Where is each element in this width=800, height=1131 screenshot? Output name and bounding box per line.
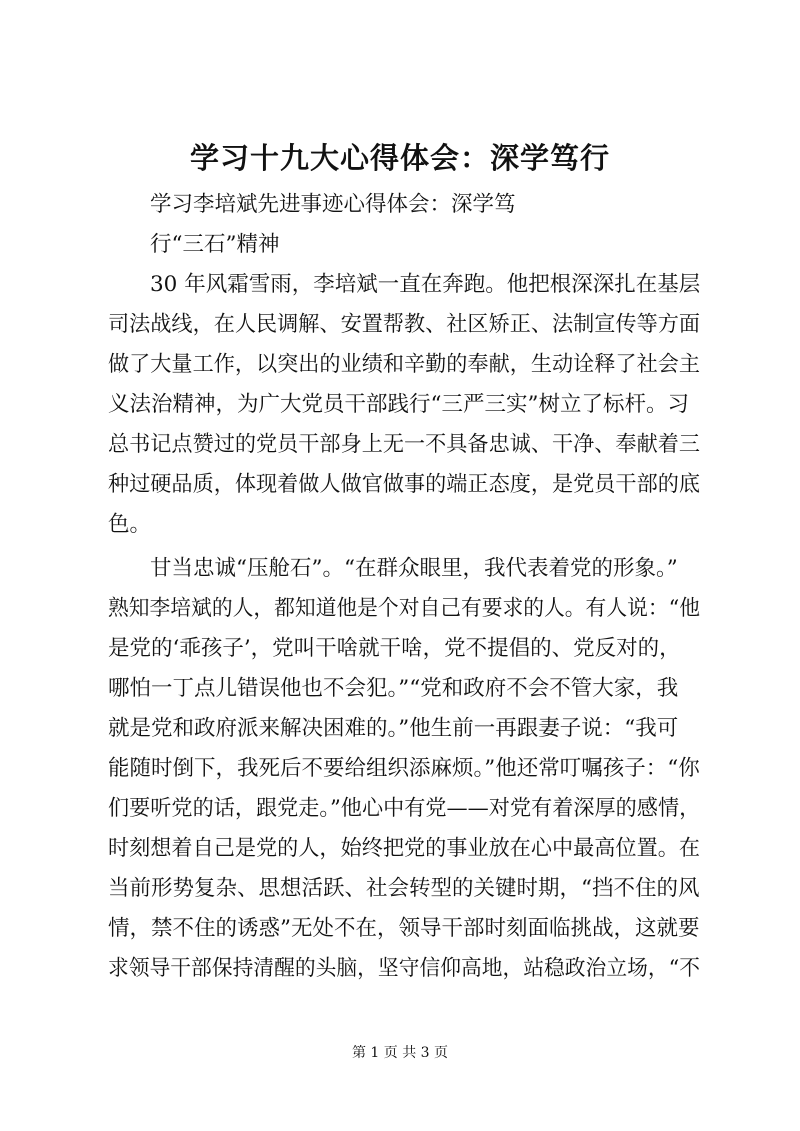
paragraph-line: 做了大量工作，以突出的业绩和辛勤的奉献，生动诠释了社会主 (108, 352, 701, 377)
paragraph-line: 哪怕一丁点儿错误他也不会犯。”“党和政府不会不管大家，我 (108, 676, 679, 701)
paragraph-line: 总书记点赞过的党员干部身上无一不具备忠诚、干净、奉献着三 (108, 432, 701, 457)
paragraph-line: 色。 (108, 512, 152, 537)
subtitle-line-2: 行“三石”精神 (150, 232, 280, 257)
paragraph-line: 能随时倒下，我死后不要给组织添麻烦。”他还常叮嘱孩子：“你 (108, 756, 700, 781)
paragraph-line: 司法战线，在人民调解、安置帮教、社区矫正、法制宣传等方面 (108, 312, 701, 337)
paragraph-line: 30 年风霜雪雨，李培斌一直在奔跑。他把根深深扎在基层 (150, 272, 701, 297)
paragraph-line: 情，禁不住的诱惑”无处不在，领导干部时刻面临挑战，这就要 (108, 916, 700, 941)
paragraph-line: 们要听党的话，跟党走。”他心中有党——对党有着深厚的感情， (108, 796, 701, 821)
subtitle-line-1: 学习李培斌先进事迹心得体会：深学笃 (150, 192, 516, 217)
paragraph-line: 义法治精神，为广大党员干部践行“三严三实”树立了标杆。习 (108, 392, 689, 417)
paragraph-line: 就是党和政府派来解决困难的。”他生前一再跟妻子说：“我可 (108, 716, 679, 741)
paragraph-line: 种过硬品质，体现着做人做官做事的端正态度，是党员干部的底 (108, 472, 701, 497)
document-title: 学习十九大心得体会：深学笃行 (189, 141, 610, 175)
page-footer: 第 1 页 共 3 页 (351, 1045, 449, 1061)
paragraph-line: 求领导干部保持清醒的头脑，坚守信仰高地，站稳政治立场，“不 (108, 956, 700, 981)
paragraph-line: 时刻想着自己是党的人，始终把党的事业放在心中最高位置。在 (108, 836, 701, 861)
paragraph-line: 熟知李培斌的人，都知道他是个对自己有要求的人。有人说：“他 (108, 596, 700, 621)
paragraph-line: 甘当忠诚“压舱石”。“在群众眼里，我代表着党的形象。” (150, 556, 678, 581)
paragraph-line: 当前形势复杂、思想活跃、社会转型的关键时期，“挡不住的风 (108, 876, 700, 901)
paragraph-line: 是党的‘乖孩子’，党叫干啥就干啥，党不提倡的、党反对的， (108, 636, 681, 661)
